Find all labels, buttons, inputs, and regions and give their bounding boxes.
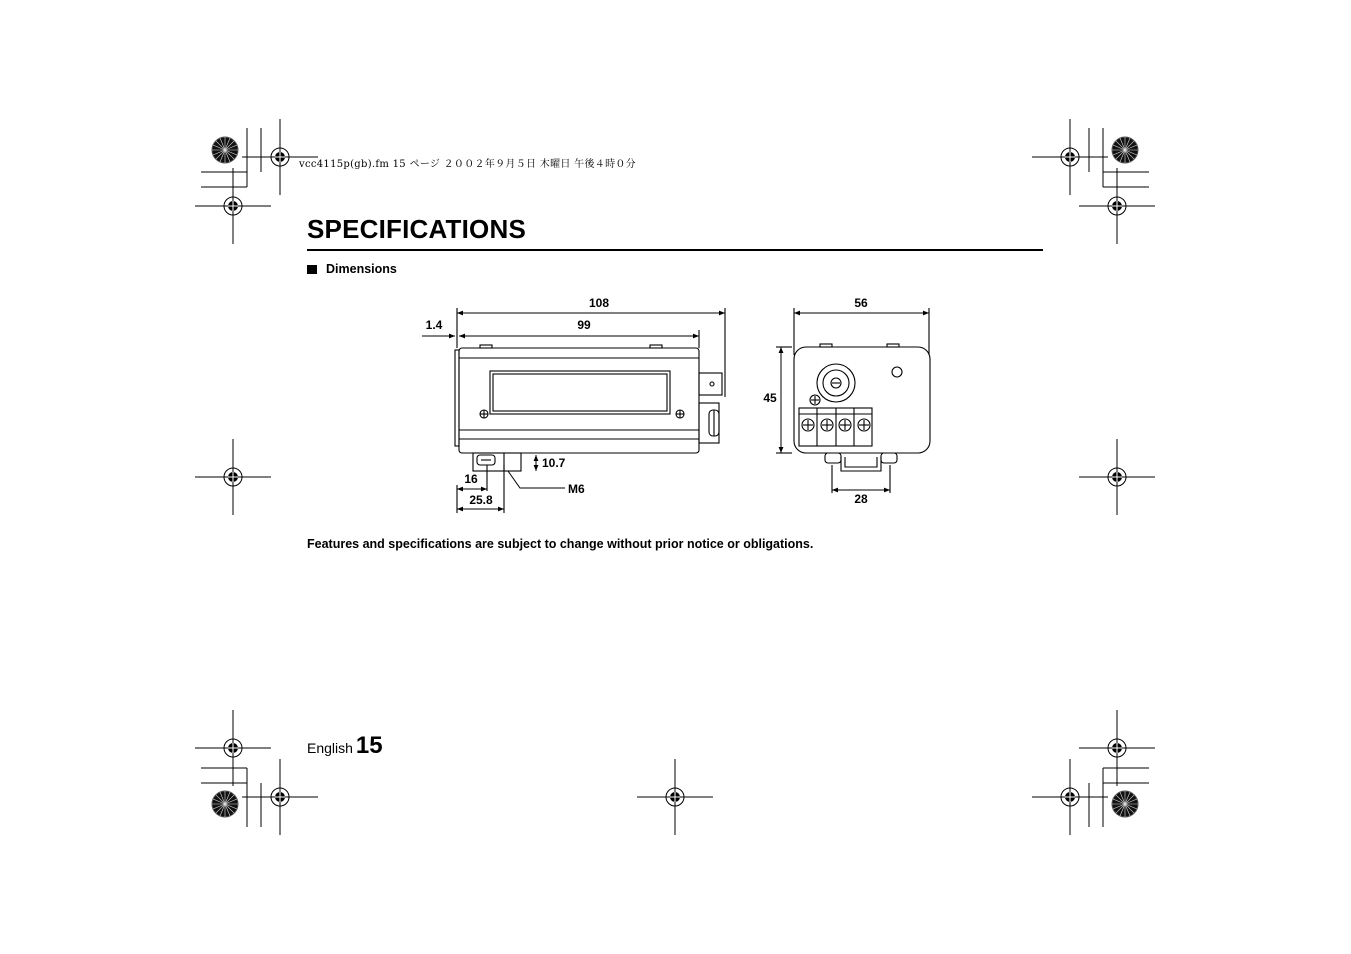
dim-front-offset: 1.4 <box>425 318 443 332</box>
dim-mount-offset-1: 16 <box>464 472 478 486</box>
dim-rear-height: 45 <box>763 391 777 405</box>
side-view <box>455 308 725 513</box>
print-header-info: vcc4115p(gb).fm 15 ページ ２００２年９月５日 木曜日 午後４時０分 <box>299 159 636 170</box>
dim-rear-width: 56 <box>854 296 868 310</box>
specification-note: Features and specifications are subject to change without prior notice or obligations. <box>307 537 814 551</box>
title-rule <box>307 249 1043 251</box>
dim-overall-length: 108 <box>588 296 610 310</box>
rear-view-dimension-lines <box>781 313 929 490</box>
rear-view <box>776 308 930 493</box>
dim-mount-width: 28 <box>854 492 868 506</box>
section-heading: Dimensions <box>326 262 397 276</box>
page-number: 15 <box>355 732 383 759</box>
dim-body-length: 99 <box>577 318 591 332</box>
dim-mount-height: 10.7 <box>542 456 566 470</box>
dimension-drawing <box>400 285 960 520</box>
page-footer <box>307 732 383 760</box>
dim-mount-offset-2: 25.8 <box>469 493 493 507</box>
square-bullet-icon <box>307 265 317 274</box>
dim-mount-thread: M6 <box>568 482 585 496</box>
footer-language: English <box>307 740 353 756</box>
page-title: SPECIFICATIONS <box>307 214 527 244</box>
